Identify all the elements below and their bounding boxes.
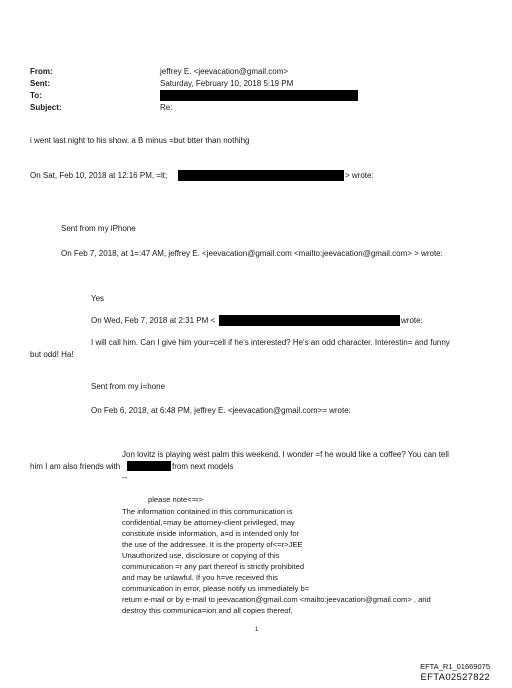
call-line-a: I will call him. Can I give him your=cell if he's interested? He's an odd character. Interestin= and funny xyxy=(91,338,450,347)
please-note: please note<=r> xyxy=(148,495,204,504)
subject-value: Re: xyxy=(160,103,173,112)
body-line-1: i went last night to his show. a B minus =but btter than nothihg xyxy=(30,136,250,145)
from-label: From: xyxy=(30,67,53,76)
disclaimer-line: communication in error, please notify us immediately b= xyxy=(122,584,310,593)
jon-line-b-prefix: him I am also friends with xyxy=(30,462,121,471)
footer-id-2: EFTA02527822 xyxy=(420,672,490,683)
call-line-b: but odd! Ha! xyxy=(30,350,74,359)
disclaimer-line: constitute inside information, a=d is intended only for xyxy=(122,529,300,538)
sent-from-ihone: Sent from my i=hone xyxy=(91,382,166,391)
redaction-quote-3 xyxy=(219,315,400,326)
disclaimer-line: destroy this communica=ion and all copies thereof, xyxy=(122,606,293,615)
redaction-quote-1 xyxy=(178,170,344,181)
yes-line: Yes xyxy=(91,294,105,303)
jon-line-a: Jon lovitz is playing west palm this weekend. I wonder =f he would like a coffee? You can tell xyxy=(122,450,449,459)
subject-label: Subject: xyxy=(30,103,62,112)
signature-dashes: -- xyxy=(122,473,128,482)
disclaimer-line: the use of the addressee. It is the property of<=r>JEE xyxy=(122,540,303,549)
sent-label: Sent: xyxy=(30,79,50,88)
disclaimer-line: Unauthorized use, disclosure or copying of this xyxy=(122,551,280,560)
page-number: 1 xyxy=(255,627,259,633)
sent-value: Saturday, February 10, 2018 5:19 PM xyxy=(160,79,294,88)
disclaimer-line: communication =r any part thereof is strictly prohibited xyxy=(122,562,305,571)
quote-2: On Feb 7, 2018, at 1=:47 AM, jeffrey E. <jeevacation@gmail.com <mailto:jeevacation@gmail.com> > wrote: xyxy=(61,249,443,258)
quote-1-prefix: On Sat, Feb 10, 2018 at 12:16 PM, =lt; xyxy=(30,171,168,180)
jon-line-b-suffix: from next models xyxy=(172,462,234,471)
quote-3-prefix: On Wed, Feb 7, 2018 at 2:31 PM < xyxy=(91,316,216,325)
disclaimer-line: and may be unlawful. If you h=ve received this xyxy=(122,573,278,582)
quote-4: On Feb 6, 2018, at 6:48 PM, jeffrey E. <jeevacation@gmail.com>= wrote: xyxy=(91,406,351,415)
sent-from-iphone: Sent from my iPhone xyxy=(61,224,136,233)
from-value: jeffrey E. <jeevacation@gmail.com> xyxy=(160,67,289,76)
disclaimer-line: return e-mail or by e-mail to jeevacation@gmail.com <mailto:jeevacation@gmail.com> , and xyxy=(122,595,431,604)
disclaimer-line: The information contained in this communication is xyxy=(122,507,293,516)
redaction-to xyxy=(160,90,358,101)
footer-id-1: EFTA_R1_01669075 xyxy=(420,662,490,671)
quote-3-suffix: wrote: xyxy=(401,316,423,325)
disclaimer-line: confidential,=may be attorney-client privileged, may xyxy=(122,518,295,527)
redaction-friend-name xyxy=(127,461,171,471)
to-label: To: xyxy=(30,91,42,100)
quote-1-suffix: > wrote: xyxy=(345,171,374,180)
